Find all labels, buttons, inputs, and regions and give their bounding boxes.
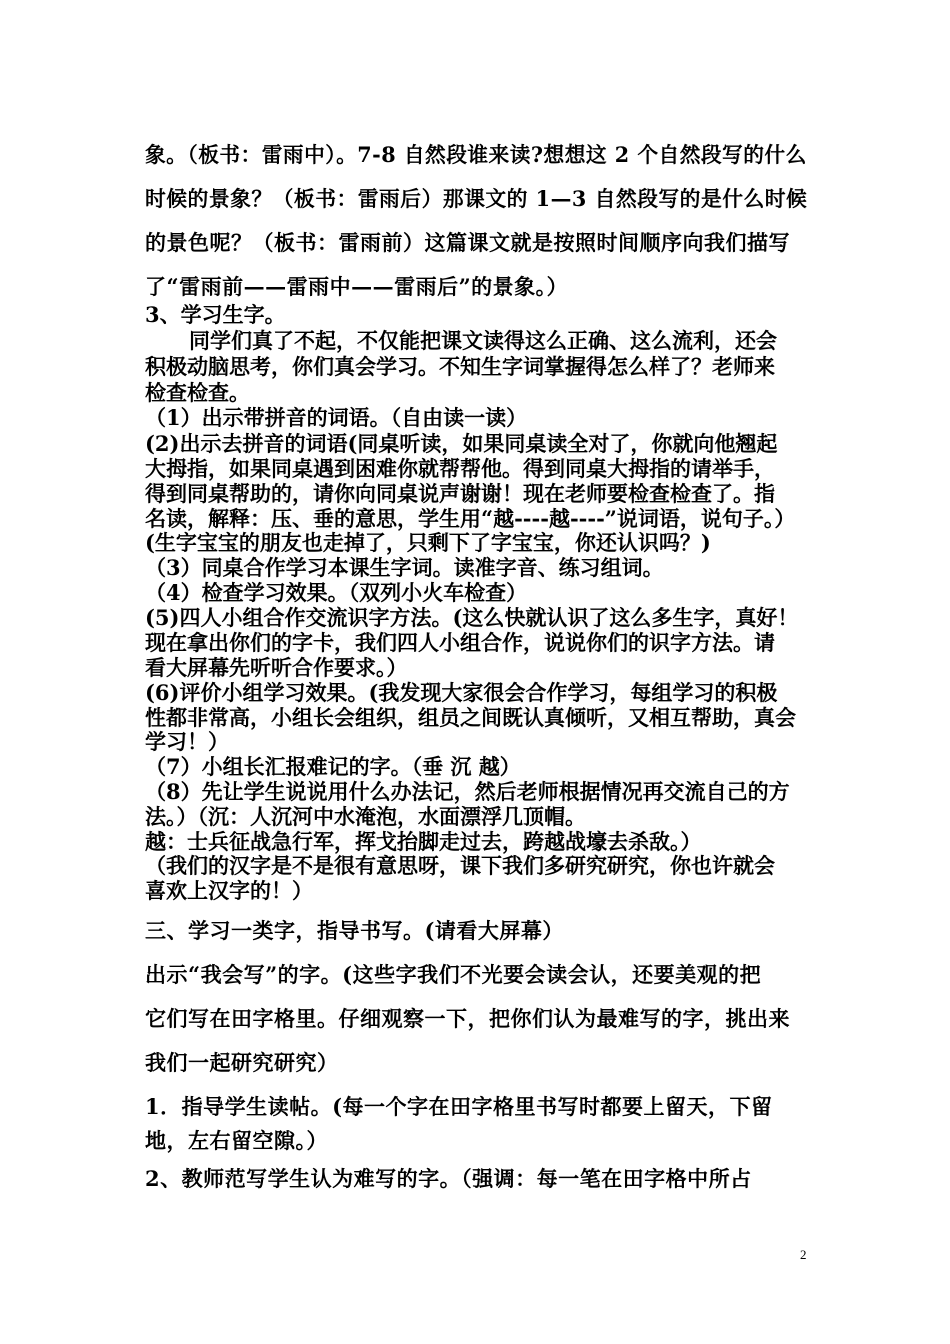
text-line: 积极动脑思考，你们真会学习。不知生字词掌握得怎么样了？老师来 (145, 354, 775, 379)
text-line: （3）同桌合作学习本课生字词。读准字音、练习组词。 (145, 555, 664, 580)
text-line: 象。（板书：雷雨中）。7-8 自然段谁来读?想想这 2 个自然段写的什么 (145, 142, 807, 167)
page-number: 2 (800, 1247, 807, 1262)
text-line: 2、教师范写学生认为难写的字。（强调：每一笔在田字格中所占 (145, 1166, 752, 1191)
text-line: (5)四人小组合作交流识字方法。(这么快就认识了这么多生字，真好！ (145, 605, 799, 630)
text-line: （8）先让学生说说用什么办法记，然后老师根据情况再交流自己的方 (145, 779, 790, 804)
text-line: 性都非常高，小组长会组织，组员之间既认真倾听，又相互帮助，真会 (145, 705, 796, 730)
text-line: 喜欢上汉字的！） (145, 878, 313, 903)
text-line: 了“雷雨前——雷雨中——雷雨后”的景象。） (145, 274, 569, 299)
text-line: 大拇指，如果同桌遇到困难你就帮帮他。得到同桌大拇指的请举手， (145, 456, 775, 481)
text-line: 法。）（沉：人沉河中水淹泡，水面漂浮几顶帽。 (145, 804, 586, 829)
text-line: (6)评价小组学习效果。(我发现大家很会合作学习，每组学习的积极 (145, 680, 778, 705)
text-line: 时候的景象？（板书：雷雨后）那课文的 1—3 自然段写的是什么时候 (145, 186, 808, 211)
section-heading: 3、学习生字。 (145, 302, 286, 327)
text-line: 得到同桌帮助的，请你向同桌说声谢谢！现在老师要检查检查了。指 (145, 481, 775, 506)
text-line: (生字宝宝的朋友也走掉了，只剩下了字宝宝，你还认识吗？) (145, 530, 711, 555)
text-line: （4）检查学习效果。（双列小火车检查） (145, 580, 528, 605)
text-line: (2)出示去拼音的词语(同桌听读，如果同桌读全对了，你就向他翘起 (145, 431, 778, 456)
text-line: （1）出示带拼音的词语。（自由读一读） (145, 405, 528, 430)
text-line: 的景色呢？（板书：雷雨前）这篇课文就是按照时间顺序向我们描写 (145, 230, 790, 255)
section-heading: 三、学习一类字，指导书写。(请看大屏幕） (145, 918, 564, 943)
text-line: 我们一起研究研究） (145, 1050, 339, 1075)
text-line: 看大屏幕先听听合作要求。） (145, 655, 408, 680)
text-line: 1．指导学生读帖。(每一个字在田字格里书写时都要上留天，下留 (145, 1094, 773, 1119)
text-line: 同学们真了不起，不仅能把课文读得这么正确、这么流利，还会 (189, 328, 777, 353)
text-line: 检查检查。 (145, 380, 250, 405)
text-line: 学习！） (145, 729, 229, 754)
text-line: （我们的汉字是不是很有意思呀，课下我们多研究研究，你也许就会 (145, 853, 775, 878)
text-line: 越：士兵征战急行军，挥戈抬脚走过去，跨越战壕去杀敌。） (145, 829, 702, 854)
text-line: 它们写在田字格里。仔细观察一下，把你们认为最难写的字，挑出来 (145, 1006, 790, 1031)
text-line: （7）小组长汇报难记的字。（垂 沉 越） (145, 754, 521, 779)
text-line: 名读，解释：压、垂的意思，学生用“越----越----”说词语，说句子。） (145, 506, 796, 531)
text-line: 现在拿出你们的字卡，我们四人小组合作，说说你们的识字方法。请 (145, 630, 775, 655)
text-line: 地，左右留空隙。） (145, 1128, 328, 1153)
text-line: 出示“我会写”的字。(这些字我们不光要会读会认，还要美观的把 (145, 962, 762, 987)
